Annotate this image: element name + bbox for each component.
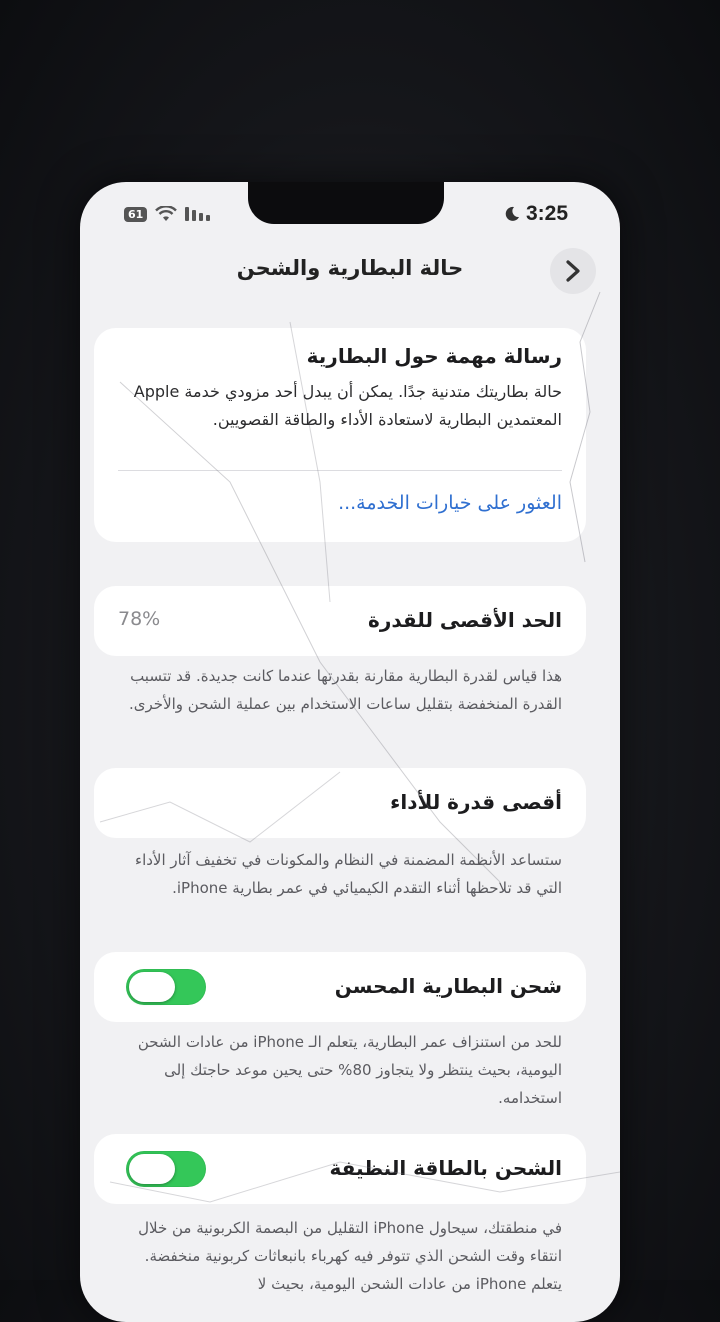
wifi-icon [155, 206, 177, 222]
toggle-knob [129, 972, 175, 1002]
maximum-capacity-footer: هذا قياس لقدرة البطارية مقارنة بقدرتها عندما كانت جديدة. قد تتسبب القدرة المنخفضة بتقليل ساعات الاستخدام بين عملية الشحن والأخرى. [129, 667, 562, 713]
page-title: حالة البطارية والشحن [236, 256, 464, 280]
moon-icon [504, 206, 520, 222]
maximum-capacity-label: الحد الأقصى للقدرة [368, 608, 562, 632]
clean-energy-charging-footer: في منطقتك، سيحاول iPhone التقليل من البصمة الكربونية من خلال انتقاء وقت الشحن الذي تتوفر فيه كهرباء بانبعاثات كربونية منخفضة. يتعلم iPhone من عادات الشحن اليومية، بحيث لا [138, 1219, 562, 1293]
optimized-charging-label: شحن البطارية المحسن [334, 974, 562, 998]
notch [248, 182, 444, 224]
clock-time: 3:25 [525, 202, 568, 225]
clean-energy-charging-toggle[interactable] [126, 1151, 206, 1187]
optimized-charging-row [94, 952, 586, 1022]
important-message-card [94, 328, 586, 542]
signal-icon [185, 207, 211, 221]
toggle-knob [129, 1154, 175, 1184]
phone-screen [80, 182, 620, 1322]
optimized-charging-toggle[interactable] [126, 969, 206, 1005]
chevron-icon [565, 260, 581, 282]
card-divider [118, 470, 562, 471]
back-button[interactable] [550, 248, 596, 294]
maximum-capacity-row [94, 586, 586, 656]
status-bar-left [124, 206, 211, 222]
clean-energy-charging-label: الشحن بالطاقة النظيفة [329, 1156, 562, 1180]
peak-performance-label: أقصى قدرة للأداء [390, 790, 562, 814]
status-bar-right [504, 202, 568, 226]
important-message-body: حالة بطاريتك متدنية جدًا. يمكن أن يبدل أحد مزودي خدمة Apple المعتمدين البطارية لاستعادة الأداء والطاقة القصويين. [133, 382, 562, 429]
peak-performance-footer: ستساعد الأنظمة المضمنة في النظام والمكونات في تخفيف آثار الأداء التي قد تلاحظها أثناء التقدم الكيميائي في عمر بطارية iPhone. [135, 851, 562, 897]
important-message-title: رسالة مهمة حول البطارية [306, 344, 562, 368]
maximum-capacity-value: 78% [118, 608, 161, 630]
clean-energy-charging-row [94, 1134, 586, 1204]
peak-performance-row [94, 768, 586, 838]
battery-icon: 61 [124, 207, 147, 222]
optimized-charging-footer: للحد من استنزاف عمر البطارية، يتعلم الـ iPhone من عادات الشحن اليومية، بحيث ينتظر ولا يتجاوز 80% حتى يحين موعد حاجتك إلى استخدامه. [137, 1033, 562, 1107]
find-service-options-link[interactable]: العثور على خيارات الخدمة... [338, 492, 562, 514]
